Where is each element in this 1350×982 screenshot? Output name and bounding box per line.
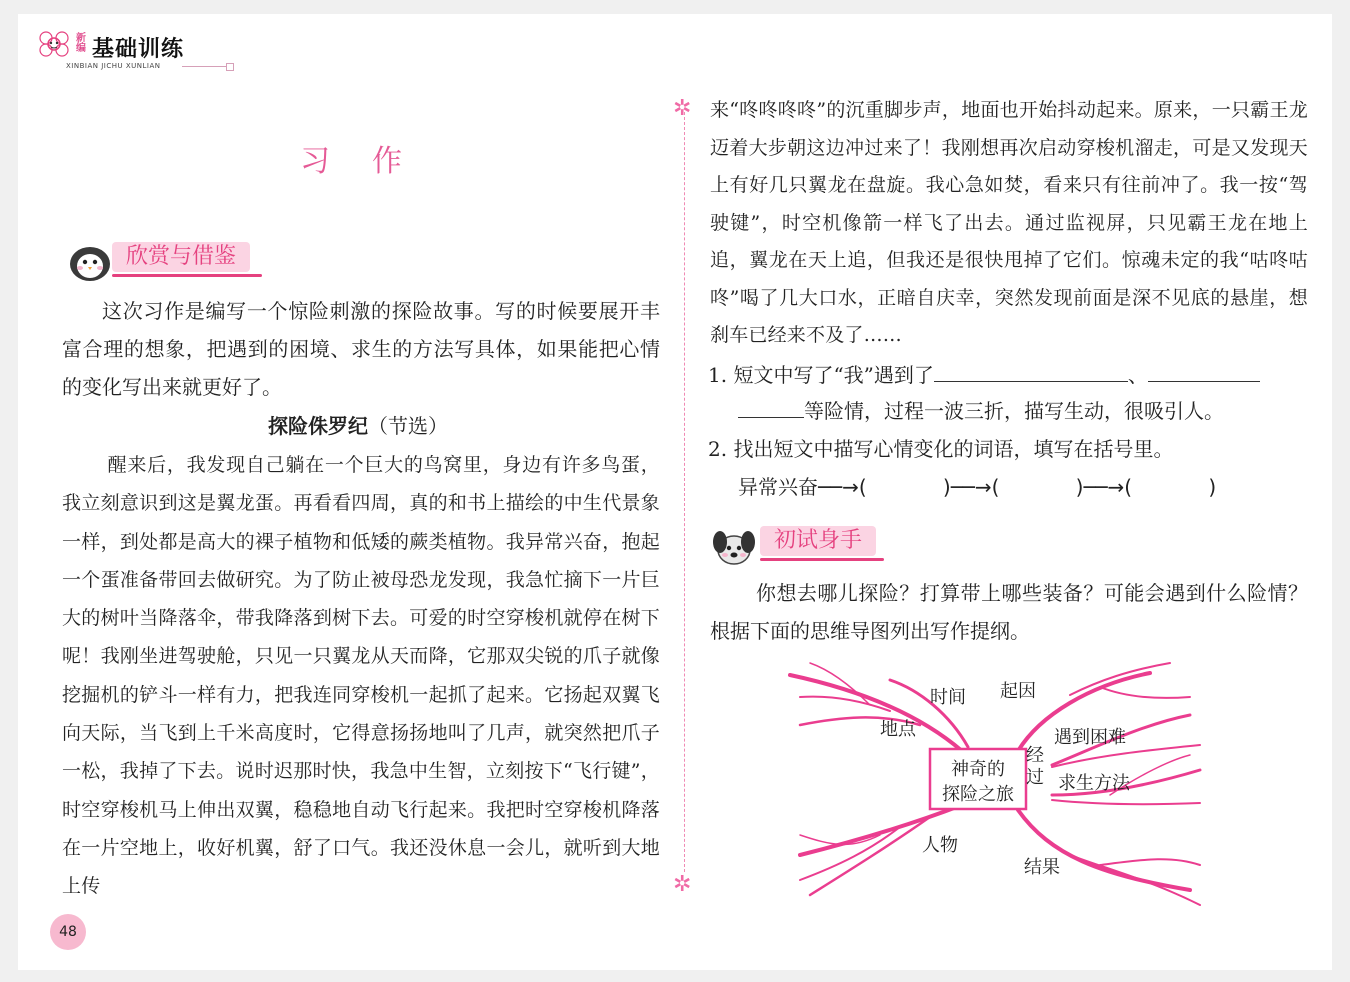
brand-header — [36, 26, 216, 74]
answer-blank-3[interactable] — [738, 399, 804, 418]
mindmap-center-line2: 探险之旅 — [942, 784, 1014, 805]
story-title-note: （节选） — [368, 414, 448, 438]
section-try-underline — [760, 558, 884, 561]
story-title-main: 探险侏罗纪 — [268, 414, 368, 438]
section-appreciate-header — [66, 238, 286, 274]
mindmap-cause: 起因 — [1000, 681, 1036, 702]
question-1-separator: 、 — [1127, 363, 1148, 387]
answer-blank-2[interactable] — [1148, 363, 1260, 382]
brand-title: 基础训练 — [92, 37, 185, 62]
brand-small-label: 新编 — [76, 33, 86, 54]
star-bottom-icon: ✲ — [673, 872, 692, 897]
question-1-prefix: 1. 短文中写了“我”遇到了 — [708, 363, 934, 387]
page-number: 48 — [50, 914, 86, 950]
intro-paragraph: 这次习作是编写一个惊险刺激的探险故事。写的时候要展开丰富合理的想象，把遇到的困境、求生的方法写具体，如果能把心情的变化写出来就更好了。 — [62, 299, 660, 399]
section-appreciate-underline — [112, 274, 262, 277]
dog-mascot-icon — [710, 522, 760, 568]
brand-box — [226, 63, 234, 71]
mindmap-difficulty: 遇到困难 — [1054, 727, 1126, 748]
question-1-cont — [738, 392, 1308, 430]
section-try-header — [710, 522, 930, 558]
question-1 — [708, 356, 1308, 394]
page-title: 习作 — [300, 144, 444, 179]
question-2: 2. 找出短文中描写心情变化的词语，填写在括号里。 — [708, 437, 1174, 461]
emotion-chain[interactable]: 异常兴奋──→( )──→( )──→( ) — [738, 475, 1217, 499]
mindmap-process-2: 过 — [1026, 767, 1044, 788]
star-top-icon: ✲ — [673, 96, 692, 121]
story-text-right: 来“咚咚咚咚”的沉重脚步声，地面也开始抖动起来。原来，一只霸王龙迈着大步朝这边冲过来了！我刚想再次启动穿梭机溜走，可是又发现天上有好几只翼龙在盘旋。我心急如焚，看来只有往前冲了。我一按“驾驶键”，时空机像箭一样飞了出去。通过监视屏，只见霸王龙在地上追，翼龙在天上追，但我还是很快甩掉了它们。惊魂未定的我“咕咚咕咚”喝了几大口水，正暗自庆幸，突然发现前面是深不见底的悬崖，想刹车已经来不及了…… — [710, 99, 1308, 346]
mindmap-time: 时间 — [930, 687, 966, 708]
brand-divider — [182, 66, 226, 67]
column-divider — [684, 112, 685, 872]
story-text-left: 醒来后，我发现自己躺在一个巨大的鸟窝里，身边有许多鸟蛋，我立刻意识到这是翼龙蛋。再看看四周，真的和书上描绘的中生代景象一样，到处都是高大的裸子植物和低矮的蕨类植物。我异常兴奋，抱起一个蛋准备带回去做研究。为了防止被母恐龙发现，我急忙摘下一片巨大的树叶当降落伞，带我降落到树下去。可爱的时空穿梭机就停在树下呢！我刚坐进驾驶舱，只见一只翼龙从天而降，它那双尖锐的爪子就像挖掘机的铲斗一样有力，把我连同穿梭机一起抓了起来。它扬起双翼飞向天际，当飞到上千米高度时，它得意扬扬地叫了几声，就突然把爪子一松，我掉了下去。说时迟那时快，我急中生智，立刻按下“飞行键”，时空穿梭机马上伸出双翼，稳稳地自动飞行起来。我把时空穿梭机降落在一片空地上，收好机翼，舒了口气。我还没休息一会儿，就听到大地上传 — [62, 454, 660, 898]
flower-logo-icon — [36, 26, 72, 66]
mindmap-people: 人物 — [922, 835, 958, 856]
brand-subtitle: XINBIAN JICHU XUNLIAN — [66, 62, 161, 70]
penguin-mascot-icon — [66, 238, 116, 282]
mindmap-process-1: 经 — [1026, 745, 1044, 766]
question-1-suffix: 等险情，过程一波三折，描写生动，很吸引人。 — [804, 399, 1224, 423]
mind-map — [770, 655, 1220, 915]
mindmap-survival: 求生方法 — [1058, 773, 1130, 794]
mindmap-result: 结果 — [1024, 857, 1060, 878]
task-paragraph: 你想去哪儿探险？打算带上哪些装备？可能会遇到什么险情？根据下面的思维导图列出写作提纲。 — [710, 581, 1308, 643]
mindmap-place: 地点 — [880, 719, 916, 740]
answer-blank-1[interactable] — [934, 363, 1128, 382]
section-try-label: 初试身手 — [760, 526, 876, 556]
story-title — [268, 410, 448, 439]
mindmap-center-line1: 神奇的 — [951, 759, 1005, 780]
section-appreciate-label: 欣赏与借鉴 — [112, 242, 250, 272]
